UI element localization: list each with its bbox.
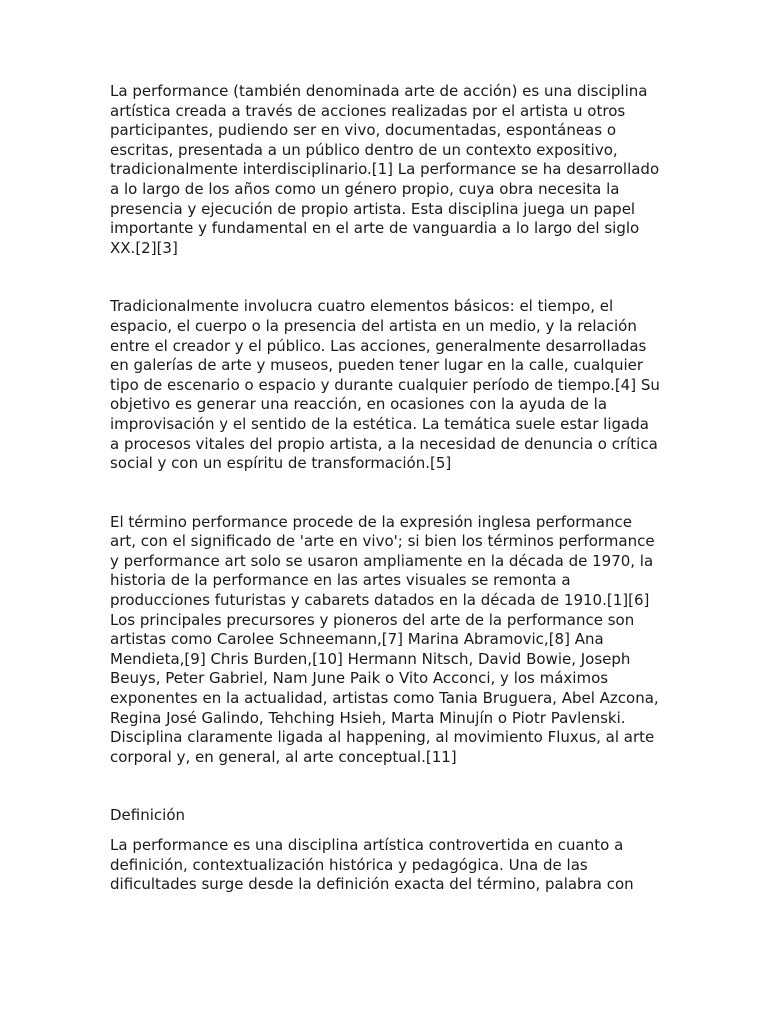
elements-paragraph: Tradicionalmente involucra cuatro elementos básicos: el tiempo, el espacio, el cuerpo o la presencia del artista en un medio, y la relación entre el creador y el público. Las acciones, generalmente desarrolladas en galerías de arte y museos, pueden tener lugar en la calle, cualquier tipo de escenario o espacio y durante cualquier período de tiempo.[4] Su objetivo es generar una reacción, en ocasiones con la ayuda de la improvisación y el sentido de la estética. La temática suele estar ligada a procesos vitales del propio artista, a la necesidad de denuncia o crítica social y con un espíritu de transformación.[5] <box>110 297 660 473</box>
term-history-paragraph: El término performance procede de la expresión inglesa performance art, con el significado de 'arte en vivo'; si bien los términos performance y performance art solo se usaron ampliamente en la década de 1970, la historia de la performance en las artes visuales se remonta a producciones futuristas y cabarets datados en la década de 1910.[1][6] Los principales precursores y pioneros del arte de la performance son artistas como Carolee Schneemann,[7] Marina Abramovic,[8] Ana Mendieta,[9] Chris Burden,[10] Hermann Nitsch, David Bowie, Joseph Beuys, Peter Gabriel, Nam June Paik o Vito Acconci, y los máximos exponentes en la actualidad, artistas como Tania Bruguera, Abel Azcona, Regina José Galindo, Tehching Hsieh, Marta Minujín o Piotr Pavlenski. Disciplina claramente ligada al happening, al movimiento Fluxus, al arte corporal y, en general, al arte conceptual.[11] <box>110 512 659 766</box>
document-page <box>110 82 662 895</box>
section-heading-definicion: Definición <box>110 806 185 825</box>
definition-paragraph: La performance es una disciplina artística controvertida en cuanto a definición, contextualización histórica y pedagógica. Una de las dificultades surge desde la definición exacta del término, palabra con <box>110 836 634 894</box>
intro-paragraph: La performance (también denominada arte de acción) es una disciplina artística creada a través de acciones realizadas por el artista u otros participantes, pudiendo ser en vivo, documentadas, espontáneas o escritas, presentada a un público dentro de un contexto expositivo, tradicionalmente interdisciplinario.[1] La performance se ha desarrollado a lo largo de los años como un género propio, cuya obra necesita la presencia y ejecución de propio artista. Esta disciplina juega un papel importante y fundamental en el arte de vanguardia a lo largo del siglo XX.[2][3] <box>110 82 660 257</box>
